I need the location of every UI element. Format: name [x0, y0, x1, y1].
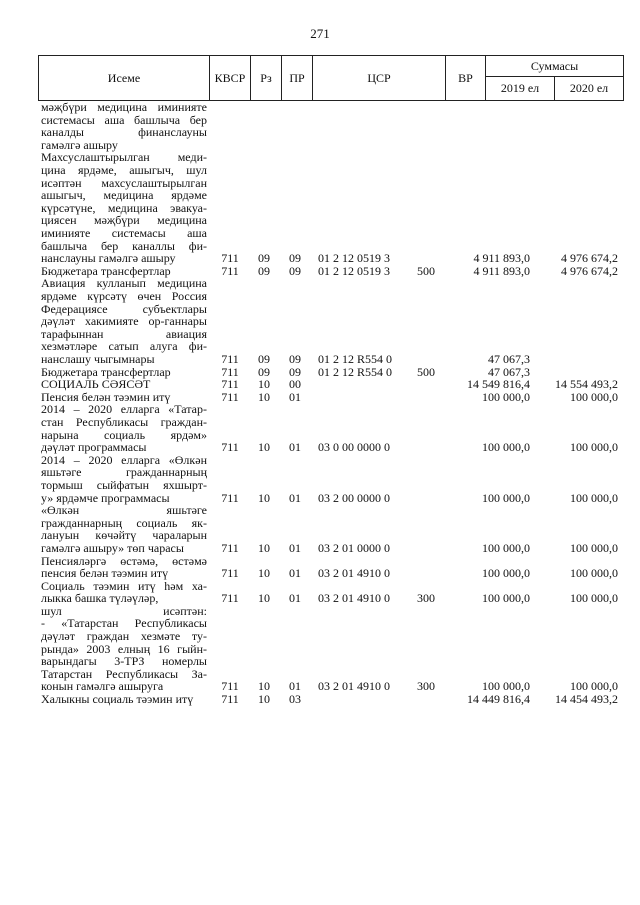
row-name-line: нанслашу чыгымнары [41, 351, 155, 366]
cell-kvsr: 711 [221, 364, 239, 379]
row-name-line: - «Татарстан Республикасы [41, 616, 207, 631]
row-name-line: Халыкны социаль тәэмин итү [41, 692, 194, 707]
cell-pr: 00 [289, 377, 301, 392]
cell-s2020: 100 000,0 [570, 440, 618, 455]
cell-rz: 10 [258, 377, 270, 392]
row-name-line: Татарстан Республикасы За- [41, 666, 207, 681]
table-row [0, 403, 640, 453]
cell-s2019: 100 000,0 [482, 440, 530, 455]
cell-csr: 03 2 01 4910 0 [318, 679, 390, 694]
row-name-line: Федерациясе субъектлары [41, 301, 207, 316]
cell-s2019: 100 000,0 [482, 566, 530, 581]
cell-rz: 10 [258, 692, 270, 707]
cell-rz: 10 [258, 440, 270, 455]
row-name [41, 605, 207, 693]
row-name-line: Махсуслаштырылган меди- [41, 150, 207, 165]
cell-kvsr: 711 [221, 679, 239, 694]
cell-s2019: 14 549 816,4 [467, 377, 530, 392]
row-name-line: пенсия белән тәэмин итү [41, 566, 169, 581]
row-name-line: шул исәптән: [41, 603, 207, 618]
row-name [41, 454, 207, 504]
cell-pr: 01 [289, 389, 301, 404]
cell-pr: 01 [289, 440, 301, 455]
row-name-line: нанслауны гамәлгә ашыру [41, 251, 176, 266]
row-name-line: Авиация кулланып медицина [41, 276, 207, 291]
page-number: 271 [310, 26, 330, 41]
cell-vr: 500 [417, 263, 435, 278]
cell-rz: 10 [258, 490, 270, 505]
header-kvsr: КВСР [209, 55, 251, 101]
row-name-line: башлыча бер каналлы фи- [41, 238, 207, 253]
cell-kvsr: 711 [221, 263, 239, 278]
header-pr: ПР [281, 55, 313, 101]
row-name-line: «Өлкән яшьтәге [41, 503, 207, 518]
cell-rz: 10 [258, 591, 270, 606]
cell-pr: 01 [289, 679, 301, 694]
cell-pr: 01 [289, 490, 301, 505]
table-row [0, 605, 640, 693]
cell-kvsr: 711 [221, 566, 239, 581]
header-vr: ВР [445, 55, 486, 101]
table-row [0, 454, 640, 504]
row-name [41, 101, 207, 151]
table-row [0, 101, 640, 151]
row-name-line: Пенсия белән тәэмин итү [41, 389, 171, 404]
cell-s2020: 14 454 493,2 [555, 692, 618, 707]
cell-s2020: 14 554 493,2 [555, 377, 618, 392]
cell-rz: 09 [258, 251, 270, 266]
cell-csr: 03 2 01 4910 0 [318, 591, 390, 606]
row-name-line: мәҗбүри медицина иминияте [41, 100, 207, 114]
row-name-line: яшьтәге гражданнарның [41, 465, 207, 480]
cell-s2020: 100 000,0 [570, 679, 618, 694]
row-name-line: хезмәтләре сатып алуга фи- [41, 339, 207, 354]
row-name-line: варындагы 3-ТРЗ номерлы [41, 654, 207, 669]
cell-s2019: 4 911 893,0 [473, 263, 530, 278]
row-name [41, 504, 207, 554]
row-name-line: ярдәме күрсәтү өчен Россия [41, 288, 207, 303]
cell-pr: 09 [289, 364, 301, 379]
cell-s2020: 100 000,0 [570, 490, 618, 505]
cell-pr: 09 [289, 251, 301, 266]
cell-s2019: 4 911 893,0 [473, 251, 530, 266]
cell-pr: 09 [289, 263, 301, 278]
cell-s2020: 100 000,0 [570, 591, 618, 606]
row-name-line: тарафыннан авиация [41, 326, 207, 341]
row-name-line: гамәлгә ашыру» төп чарасы [41, 540, 184, 555]
table-row [0, 693, 640, 706]
cell-kvsr: 711 [221, 692, 239, 707]
cell-kvsr: 711 [221, 440, 239, 455]
cell-s2019: 100 000,0 [482, 540, 530, 555]
row-name-line: иминияте системасы аша [41, 225, 207, 240]
cell-s2019: 47 067,3 [488, 351, 530, 366]
cell-pr: 01 [289, 591, 301, 606]
cell-kvsr: 711 [221, 251, 239, 266]
row-name-line: 2014 – 2020 елларга «Татар- [41, 402, 207, 417]
row-name [41, 151, 207, 264]
table-header [38, 55, 624, 101]
cell-vr: 300 [417, 591, 435, 606]
cell-csr: 03 0 00 0000 0 [318, 440, 390, 455]
row-name [41, 277, 207, 365]
cell-kvsr: 711 [221, 490, 239, 505]
row-name-line: ашыгыч, медицина ярдәме [41, 188, 207, 203]
cell-s2020: 4 976 674,2 [561, 263, 618, 278]
cell-csr: 01 2 12 0519 3 [318, 263, 390, 278]
cell-csr: 03 2 01 0000 0 [318, 540, 390, 555]
row-name-line: лыкка башка түләүләр, [41, 591, 159, 606]
cell-rz: 10 [258, 566, 270, 581]
cell-vr: 500 [417, 364, 435, 379]
row-name-line: гамәлгә ашыру [41, 137, 118, 152]
cell-s2019: 100 000,0 [482, 490, 530, 505]
row-name-line: тормыш сыйфатын яхшырт- [41, 477, 207, 492]
cell-csr: 01 2 12 0519 3 [318, 251, 390, 266]
cell-kvsr: 711 [221, 389, 239, 404]
row-name-line: гражданнарның социаль як- [41, 515, 207, 530]
cell-s2019: 14 449 816,4 [467, 692, 530, 707]
row-name-line: циясен мәҗбүри медицина [41, 213, 207, 228]
cell-rz: 09 [258, 364, 270, 379]
table-body [0, 101, 640, 706]
row-name [41, 403, 207, 453]
row-name-line: СОЦИАЛЬ СӘЯСӘТ [41, 377, 151, 392]
cell-s2019: 100 000,0 [482, 389, 530, 404]
cell-s2020: 100 000,0 [570, 540, 618, 555]
cell-s2020: 4 976 674,2 [561, 251, 618, 266]
row-name-line: нарына социаль ярдәм» [41, 427, 207, 442]
cell-s2019: 47 067,3 [488, 364, 530, 379]
row-name-line: дәүләт хакимияте ор-ганнары [41, 314, 207, 329]
cell-pr: 03 [289, 692, 301, 707]
row-name-line: исәптән махсуслаштырылган [41, 175, 207, 190]
row-name-line: стан Республикасы граждан- [41, 414, 207, 429]
table-row [0, 151, 640, 264]
header-sums: Суммасы [485, 55, 624, 77]
cell-s2019: 100 000,0 [482, 591, 530, 606]
table-row [0, 555, 640, 580]
row-name-line: дәүләт граждан хезмәте ту- [41, 629, 207, 644]
row-name [41, 555, 207, 580]
row-name-line: цина ярдәме, ашыгыч, шул [41, 162, 207, 177]
cell-s2020: 100 000,0 [570, 566, 618, 581]
cell-csr: 03 2 01 4910 0 [318, 566, 390, 581]
row-name-line: лануын көчәйтү чараларын [41, 528, 207, 543]
row-name-line: каналды финанслауны [41, 125, 207, 140]
cell-rz: 09 [258, 351, 270, 366]
cell-rz: 10 [258, 389, 270, 404]
cell-kvsr: 711 [221, 591, 239, 606]
row-name-line: конын гамәлгә ашыруга [41, 679, 164, 694]
cell-csr: 01 2 12 R554 0 [318, 364, 393, 379]
header-csr: ЦСР [312, 55, 446, 101]
cell-kvsr: 711 [221, 351, 239, 366]
row-name-line: Пенсияләргә өстәмә, өстәмә [41, 553, 207, 568]
row-name-line: Бюджетара трансфертлар [41, 263, 171, 278]
row-name [41, 580, 207, 605]
cell-s2020: 100 000,0 [570, 389, 618, 404]
cell-rz: 09 [258, 263, 270, 278]
cell-kvsr: 711 [221, 540, 239, 555]
cell-rz: 10 [258, 540, 270, 555]
cell-csr: 03 2 00 0000 0 [318, 490, 390, 505]
cell-kvsr: 711 [221, 377, 239, 392]
cell-pr: 01 [289, 566, 301, 581]
table-row [0, 277, 640, 365]
row-name-line: у» ярдәмче программасы [41, 490, 170, 505]
row-name-line: Социаль тәэмин итү һәм ха- [41, 578, 207, 593]
cell-vr: 300 [417, 679, 435, 694]
header-year-2019: 2019 ел [485, 76, 555, 101]
table-row [0, 580, 640, 605]
row-name-line: күрсәтүне, медицина эвакуа- [41, 200, 207, 215]
row-name-line: дәүләт программасы [41, 440, 147, 455]
table-row [0, 504, 640, 554]
cell-pr: 09 [289, 351, 301, 366]
cell-s2019: 100 000,0 [482, 679, 530, 694]
cell-csr: 01 2 12 R554 0 [318, 351, 393, 366]
row-name [41, 693, 207, 706]
header-year-2020: 2020 ел [554, 76, 624, 101]
cell-pr: 01 [289, 540, 301, 555]
header-rz: Рз [250, 55, 282, 101]
row-name-line: 2014 – 2020 елларга «Өлкән [41, 452, 207, 467]
table-row [0, 378, 640, 391]
cell-rz: 10 [258, 679, 270, 694]
row-name-line: Бюджетара трансфертлар [41, 364, 171, 379]
row-name [41, 378, 207, 391]
row-name-line: рында» 2003 елның 16 гыйн- [41, 641, 207, 656]
header-name: Исеме [38, 55, 210, 101]
row-name-line: системасы аша башлыча бер [41, 112, 207, 127]
